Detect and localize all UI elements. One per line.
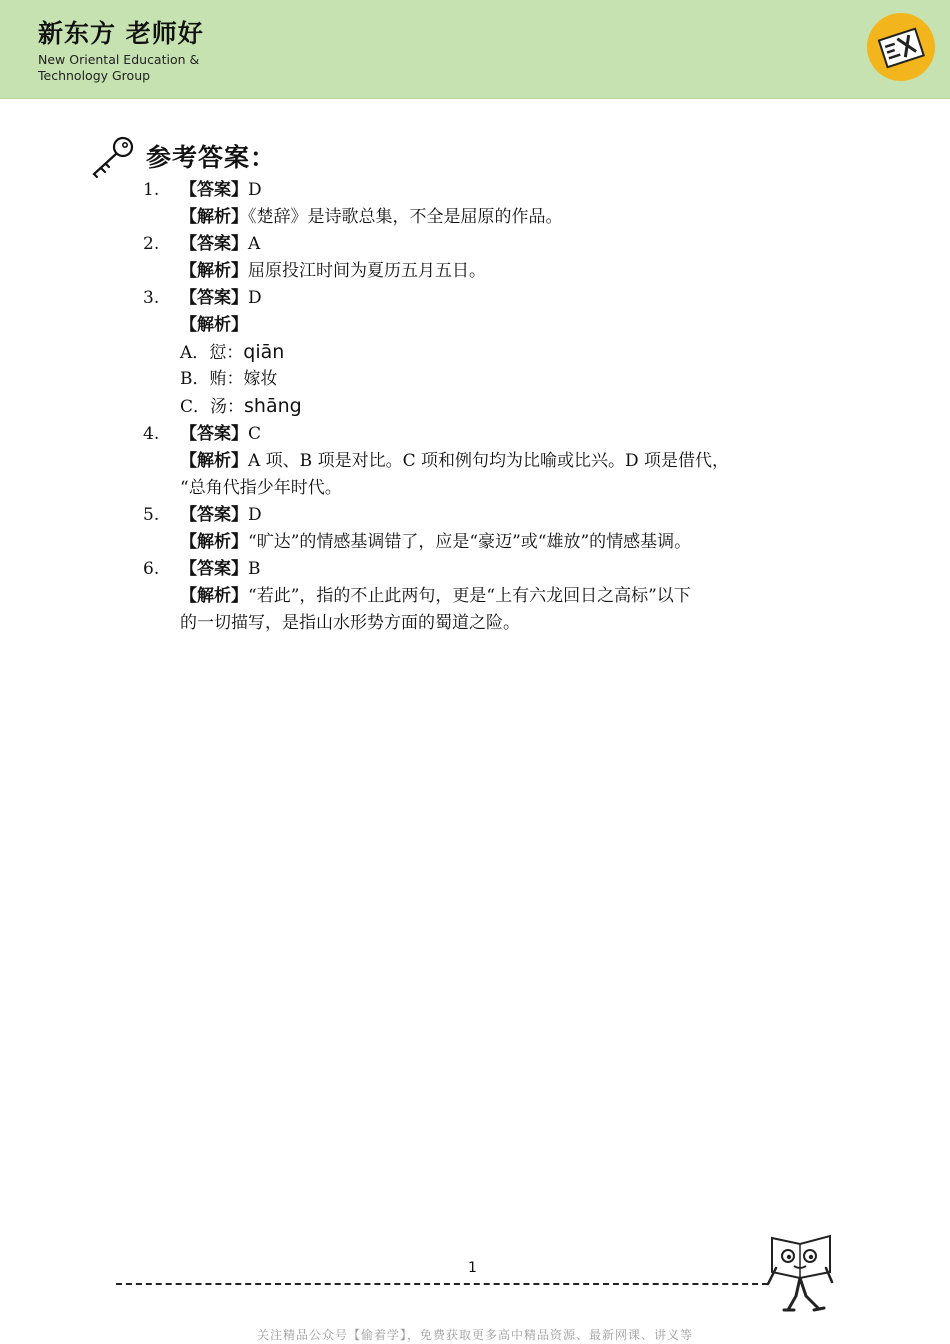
analysis-tag: 【解析】: [180, 532, 248, 552]
answer-tag: 【答案】: [180, 559, 248, 579]
item-2-analysis-row: [180, 259, 486, 283]
analysis-tag: 【解析】: [180, 261, 248, 281]
footer-divider: [116, 1283, 768, 1285]
answer-value: C: [248, 424, 262, 444]
item-3-analysis-row: [180, 313, 248, 337]
analysis-text: A 项、B 项是对比。C 项和例句均为比喻或比兴。D 项是借代，: [248, 451, 730, 471]
brand-en-line2: Technology Group: [38, 68, 151, 83]
analysis-text-cont: “总角代指少年时代。: [180, 478, 342, 498]
item-3-sub-a: [180, 340, 284, 365]
brand-name-cn: 新东方 老师好: [38, 19, 204, 48]
item-number: 3.: [143, 288, 160, 308]
page-header: [0, 0, 950, 99]
answer-value: D: [248, 180, 262, 200]
item-number: 4.: [143, 424, 160, 444]
item-number: 1.: [143, 180, 160, 200]
analysis-text: 屈原投江时间为夏历五月五日。: [248, 261, 486, 281]
item-4-analysis-cont: [180, 476, 342, 500]
sub-label: C．汤：: [180, 397, 245, 417]
brand-logo-icon: [866, 12, 936, 82]
item-3-sub-c: [180, 394, 302, 419]
item-1-analysis-row: [180, 205, 563, 229]
item-number: 5.: [143, 505, 160, 525]
item-4-analysis-row: [180, 449, 729, 473]
page-number: 1: [468, 1260, 477, 1276]
item-5-analysis-row: [180, 530, 691, 554]
item-number: 6.: [143, 559, 160, 579]
section-title: 参考答案：: [146, 143, 277, 172]
answer-value: B: [248, 559, 261, 579]
answer-tag: 【答案】: [180, 424, 248, 444]
book-mascot-icon: [766, 1232, 836, 1316]
analysis-text: “旷达”的情感基调错了，应是“豪迈”或“雄放”的情感基调。: [248, 532, 692, 552]
item-3-sub-b: [180, 367, 278, 391]
answer-value: D: [248, 288, 262, 308]
sub-pinyin: qiān: [243, 341, 285, 363]
answer-tag: 【答案】: [180, 288, 248, 308]
analysis-text: 《楚辞》是诗歌总集，不全是屈原的作品。: [248, 207, 563, 227]
answer-value: D: [248, 505, 262, 525]
analysis-text: “若此”，指的不止此两句，更是“上有六龙回日之高标”以下: [248, 586, 691, 606]
brand-name-en: [38, 52, 199, 84]
item-number: 2.: [143, 234, 160, 254]
analysis-tag: 【解析】: [180, 451, 248, 471]
sub-label: B．贿：嫁妆: [180, 369, 278, 389]
brand-en-line1: New Oriental Education &: [38, 52, 200, 67]
footer-note: 关注精品公众号【偷着学】，免费获取更多高中精品资源、最新网课、讲义等: [256, 1328, 693, 1342]
answer-tag: 【答案】: [180, 180, 248, 200]
item-6-analysis-cont: [180, 611, 520, 635]
analysis-tag: 【解析】: [180, 207, 248, 227]
answer-value: A: [248, 234, 261, 254]
analysis-tag: 【解析】: [180, 586, 248, 606]
analysis-text-cont: 的一切描写，是指山水形势方面的蜀道之险。: [180, 613, 520, 633]
answer-tag: 【答案】: [180, 505, 248, 525]
item-6-analysis-row: [180, 584, 691, 608]
sub-pinyin: shāng: [244, 395, 302, 417]
answer-tag: 【答案】: [180, 234, 248, 254]
key-icon: [88, 134, 136, 180]
sub-label: A．愆：: [180, 343, 244, 363]
analysis-tag: 【解析】: [180, 315, 248, 335]
